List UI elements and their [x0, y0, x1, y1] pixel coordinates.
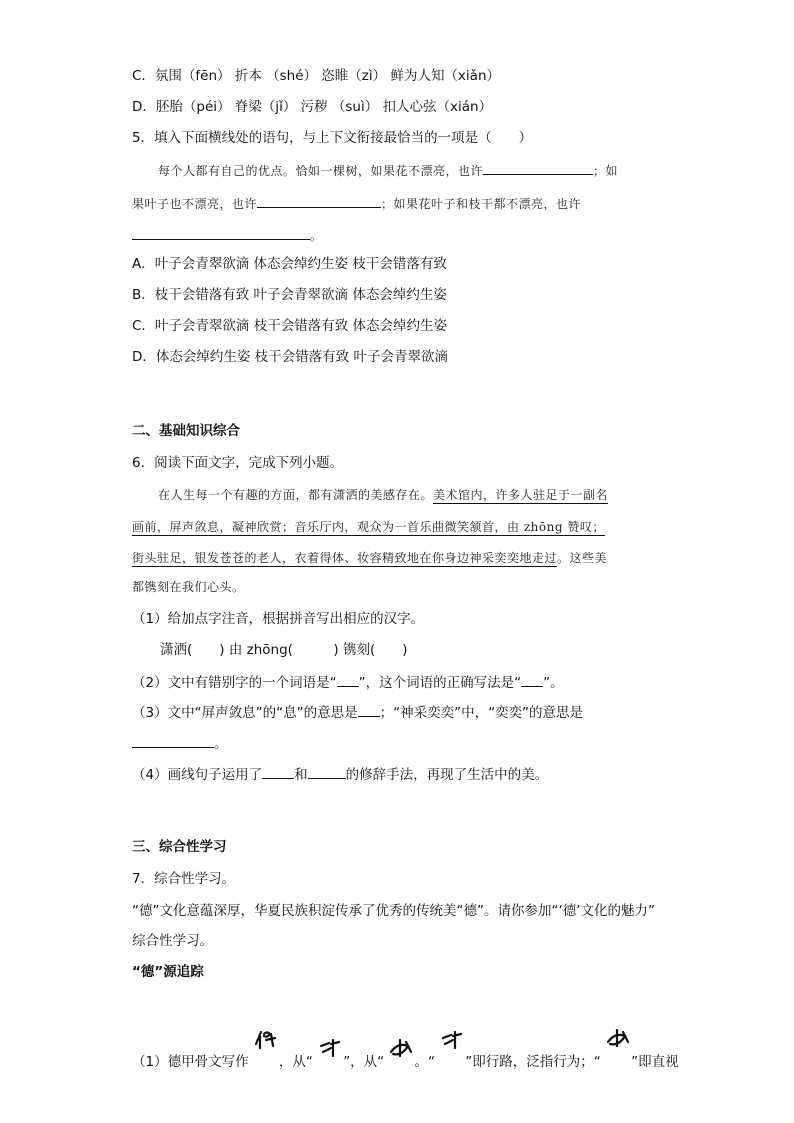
q7-sub1-text: （1）德甲骨文写作 — [132, 1054, 249, 1070]
q5-passage-text: 果叶子也不漂亮，也许 — [132, 197, 258, 211]
q7-sub1-text: ”即行路，泛指行为；“ — [465, 1054, 601, 1070]
q7-sub1-text: ”，从“ — [343, 1054, 385, 1070]
q6-sub2-text: ”。 — [543, 675, 564, 691]
q6-sub3 — [132, 702, 583, 723]
q6-passage-line-2 — [132, 517, 605, 537]
q7-intro-line-1: “德”文化意蕴深厚，华夏民族积淀传承了优秀的传统美“德”。请你参加“‘德’文化的魅力” — [132, 903, 656, 919]
q4-option-c: C．氛围（fēn） 折本 （shé） 恣睢（zì） 鲜为人知（xiǎn） — [132, 68, 501, 84]
q6-sub3-text: （3）文中“屏声敛息”的“息”的意思是 — [132, 705, 358, 721]
answer-blank — [262, 764, 294, 779]
answer-blank — [337, 672, 359, 687]
q5-stem: 5．填入下面横线处的语句，与上下文衔接最恰当的一项是（ ） — [132, 130, 533, 146]
answer-blank — [132, 225, 310, 240]
q6-passage-line-4: 都镌刻在我们心头。 — [132, 580, 245, 594]
answer-blank — [257, 193, 381, 208]
q7-subheading: “德”源追踪 — [132, 964, 204, 980]
q7-sub1 — [132, 1026, 679, 1072]
q5-option-d: D．体态会绰约生姿 枝干会错落有致 叶子会青翠欲滴 — [132, 349, 448, 365]
q6-passage-line-1 — [158, 485, 608, 505]
answer-blank — [521, 672, 543, 687]
q6-underlined-sentence: 街头驻足，银发苍苍的老人，衣着得体、妆容精致地在你身边神采奕奕地走过 — [132, 551, 558, 565]
oracle-de-glyph-icon — [253, 1026, 279, 1052]
q6-sub2 — [132, 672, 564, 693]
section-heading: 三、综合性学习 — [132, 839, 227, 855]
answer-blank — [132, 733, 214, 748]
oracle-chi-glyph-icon — [317, 1034, 343, 1060]
q7-sub1-text: 。“ — [414, 1054, 435, 1070]
oracle-chi-glyph-icon — [439, 1026, 465, 1052]
answer-blank — [308, 764, 346, 779]
q5-passage-line-1 — [158, 160, 618, 181]
q6-stem: 6．阅读下面文字，完成下列小题。 — [132, 455, 344, 471]
q6-sub4-text: 的修辞手法，再现了生活中的美。 — [345, 767, 549, 783]
q5-option-b: B．枝干会错落有致 叶子会青翠欲滴 体态会绰约生姿 — [132, 287, 447, 303]
q6-sub4-text: （4）画线句子运用了 — [132, 767, 263, 783]
q6-sub3-text: ；“神采奕奕”中，“奕奕”的意思是 — [379, 705, 584, 721]
q5-option-a: A．叶子会青翠欲滴 体态会绰约生姿 枝干会错落有致 — [132, 256, 447, 272]
oracle-eye-glyph-icon — [605, 1026, 631, 1052]
q6-passage-text: 在人生每一个有趣的方面，都有潇洒的美感存在。 — [158, 488, 434, 502]
answer-blank — [358, 702, 380, 717]
q5-passage-text: 。 — [310, 229, 323, 243]
section-heading: 二、基础知识综合 — [132, 423, 240, 439]
q4-option-d: D．胚胎（péi） 脊梁（jǐ） 污秽 （suì） 扣人心弦（xián） — [132, 99, 493, 115]
q5-passage-text: ；如果花叶子和枝干都不漂亮，也许 — [381, 197, 582, 211]
q6-sub4 — [132, 764, 548, 785]
q6-passage-line-3 — [132, 548, 607, 568]
q5-option-c: C．叶子会青翠欲滴 枝干会错落有致 体态会绰约生姿 — [132, 318, 448, 334]
q7-sub1-text: ”即直视 — [631, 1054, 679, 1070]
q6-sub2-text: ”，这个词语的正确写法是“ — [358, 675, 522, 691]
q5-passage-line-3 — [132, 225, 323, 246]
q6-sub2-text: （2）文中有错别字的一个词语是“ — [132, 675, 337, 691]
q6-sub1: （1）给加点字注音，根据拼音写出相应的汉字。 — [132, 611, 425, 627]
answer-blank — [483, 160, 593, 175]
oracle-eye-glyph-icon — [388, 1036, 414, 1062]
q5-passage-line-2 — [132, 193, 581, 214]
q5-passage-text: 每个人都有自己的优点。恰如一棵树，如果花不漂亮，也许 — [158, 164, 484, 178]
q7-stem: 7．综合性学习。 — [132, 871, 236, 887]
q6-underlined-sentence: 画前，屏声敛息，凝神欣赏；音乐厅内，观众为一首乐曲微笑颔首，由 zhōng 赞叹； — [132, 520, 605, 534]
q6-sub4-text: 和 — [294, 767, 308, 783]
q5-passage-text: ；如 — [593, 164, 619, 178]
q6-passage-text: 。这些美 — [557, 551, 608, 565]
q6-underlined-sentence: 美术馆内，许多人驻足于一副名 — [433, 488, 609, 502]
q6-sub1-items: 潇洒( ) 由 zhōng( ) 镌刻( ) — [160, 642, 408, 658]
q7-sub1-text: ，从“ — [278, 1054, 313, 1070]
q6-sub3-text: 。 — [214, 736, 228, 752]
q7-intro-line-2: 综合性学习。 — [132, 933, 213, 949]
q6-sub3-cont — [132, 733, 228, 754]
